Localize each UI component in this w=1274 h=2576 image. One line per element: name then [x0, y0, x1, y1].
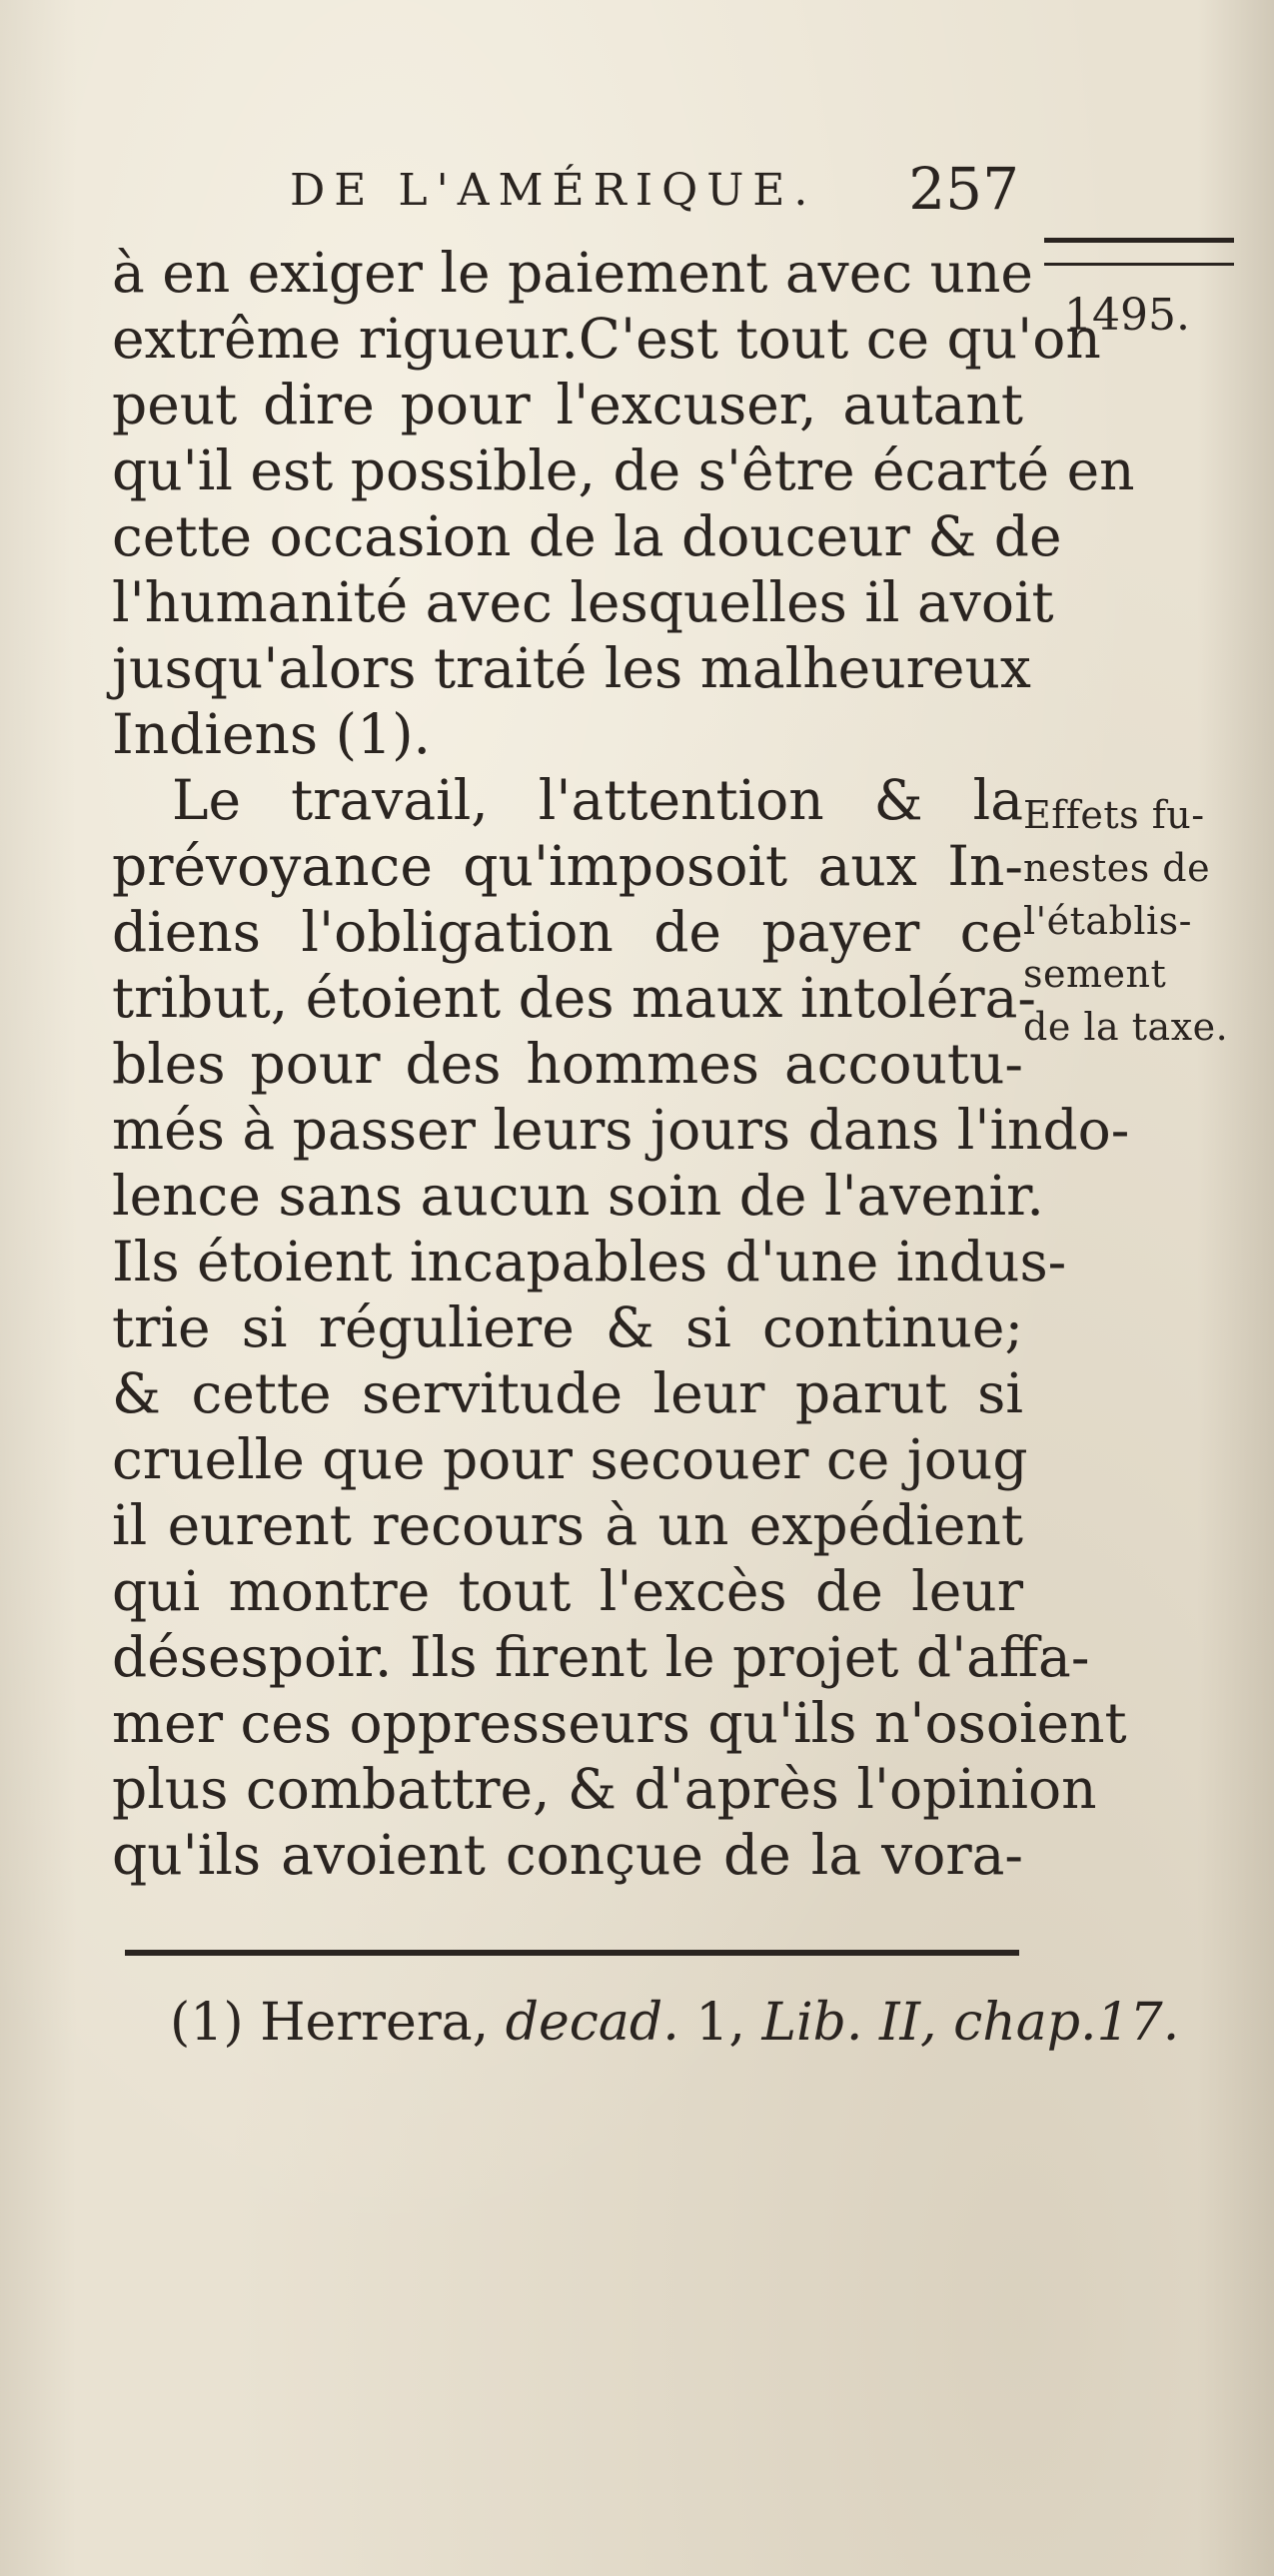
footnote-lib: Lib. II, [761, 1993, 937, 2053]
text-line: à en exiger le paiement avec une [112, 241, 1033, 305]
text-line: jusqu'alors traité les malheureux [112, 636, 1031, 700]
text-line: Indiens (1). [112, 702, 432, 766]
margin-note [1023, 789, 1243, 1054]
text-line: Ils étoient incapables d'une indus- [112, 1230, 1067, 1293]
page-number: 257 [908, 155, 1019, 223]
text-line: & cette servitude leur parut si [112, 1361, 1023, 1425]
text-line: l'humanité avec lesquelles il avoit [112, 570, 1054, 634]
footnote-marker: (1) [170, 1993, 244, 2053]
footnote-decad: decad. [505, 1993, 679, 2053]
footnote-chap: chap.17. [953, 1993, 1180, 2053]
running-header [290, 155, 1029, 225]
text-line: qui montre tout l'excès de leur [112, 1559, 1023, 1623]
footnote-decad-number: 1, [695, 1993, 745, 2053]
text-line: cette occasion de la douceur & de [112, 504, 1062, 568]
margin-note-line: nestes de [1023, 846, 1211, 890]
margin-note-line: l'établis- [1023, 899, 1192, 943]
text-line: qu'ils avoient conçue de la vora- [112, 1823, 1023, 1887]
text-line: extrême rigueur.C'est tout ce qu'on [112, 307, 1101, 371]
text-line: trie si réguliere & si continue; [112, 1295, 1023, 1359]
margin-note-line: sement [1023, 952, 1167, 996]
margin-double-rule [1044, 238, 1234, 266]
footnote-author: Herrera, [260, 1993, 490, 2053]
text-line: tribut, étoient des maux intoléra- [112, 966, 1036, 1030]
text-line: diens l'obligation de payer ce [112, 900, 1023, 964]
text-line: désespoir. Ils firent le projet d'affa- [112, 1625, 1090, 1689]
text-line: prévoyance qu'imposoit aux In- [112, 834, 1023, 898]
margin-year: 1495. [1064, 290, 1190, 341]
text-line: il eurent recours à un expédient [112, 1493, 1023, 1557]
footnote [170, 1993, 1179, 2053]
text-line: qu'il est possible, de s'être écarté en [112, 438, 1135, 502]
text-line: plus combattre, & d'après l'opinion [112, 1757, 1097, 1821]
footnote-rule [125, 1950, 1019, 1956]
text-line: cruelle que pour secouer ce joug [112, 1427, 1028, 1491]
text-line: mer ces oppresseurs qu'ils n'osoient [112, 1691, 1127, 1755]
margin-note-line: de la taxe. [1023, 1005, 1229, 1049]
text-line: més à passer leurs jours dans l'indo- [112, 1098, 1130, 1162]
text-line: peut dire pour l'excuser, autant [112, 373, 1023, 436]
running-title: DE L'AMÉRIQUE. [290, 165, 817, 216]
margin-note-line: Effets fu- [1023, 793, 1205, 837]
text-line: bles pour des hommes accoutu- [112, 1032, 1023, 1096]
text-line: lence sans aucun soin de l'avenir. [112, 1164, 1044, 1228]
text-line: Le travail, l'attention & la [172, 768, 1023, 832]
